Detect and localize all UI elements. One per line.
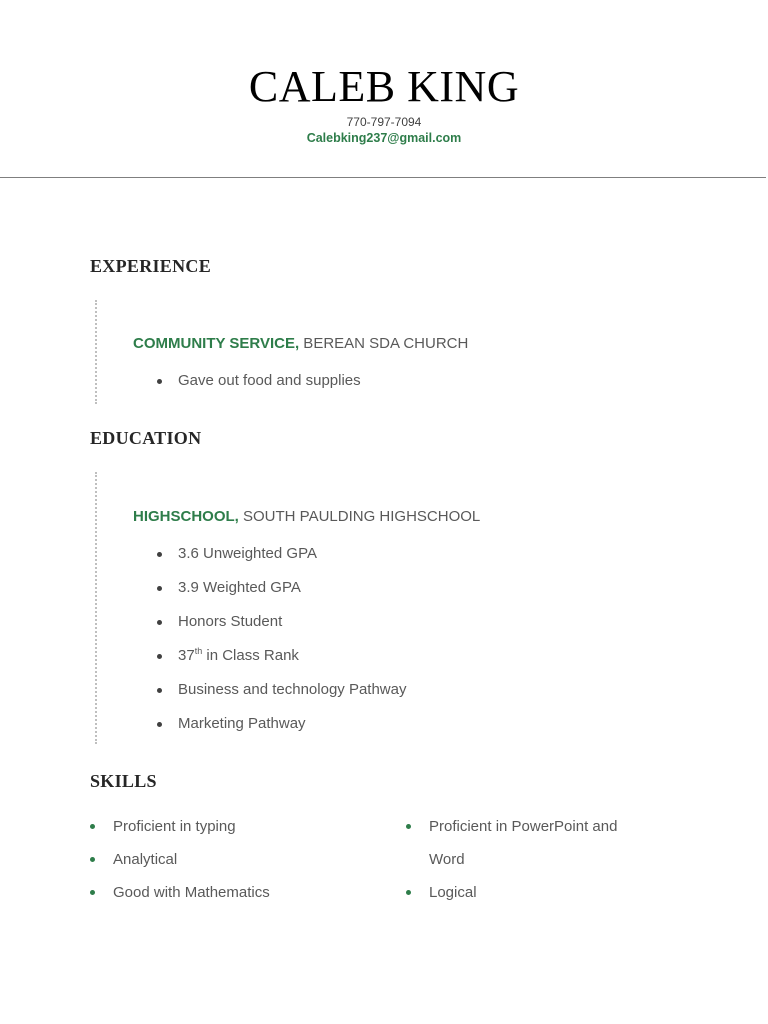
class-rank-number: 37 xyxy=(178,647,195,664)
experience-organization: BEREAN SDA CHURCH xyxy=(299,335,469,352)
education-bullet: Business and technology Pathway xyxy=(155,680,406,714)
education-bullet: Marketing Pathway xyxy=(155,714,406,748)
header-divider xyxy=(0,177,766,178)
experience-timeline-line xyxy=(95,300,97,404)
education-timeline-line xyxy=(95,472,97,744)
class-rank-text: in Class Rank xyxy=(202,647,299,664)
education-bullet-class-rank xyxy=(155,646,406,680)
experience-role: COMMUNITY SERVICE, xyxy=(133,335,300,352)
experience-bullet: Gave out food and supplies xyxy=(155,371,361,405)
skill-item: Proficient in typing xyxy=(90,810,380,843)
candidate-name: CALEB KING xyxy=(248,62,520,111)
education-bullet: Honors Student xyxy=(155,612,406,646)
phone-number: 770-797-7094 xyxy=(346,115,422,129)
experience-bullet-list xyxy=(155,371,361,405)
skill-item: Logical xyxy=(406,876,656,909)
skills-right-column xyxy=(406,810,656,909)
email-address[interactable]: Calebking237@gmail.com xyxy=(306,131,462,145)
education-organization: SOUTH PAULDING HIGHSCHOOL xyxy=(238,508,481,525)
experience-heading: EXPERIENCE xyxy=(90,256,212,276)
education-bullet: 3.6 Unweighted GPA xyxy=(155,544,406,578)
resume-header xyxy=(0,0,768,178)
education-bullet: 3.9 Weighted GPA xyxy=(155,578,406,612)
skill-item: Good with Mathematics xyxy=(90,876,380,909)
skills-left-column xyxy=(90,810,380,909)
class-rank-suffix: th xyxy=(194,646,203,656)
education-entry-title xyxy=(133,507,480,527)
skill-item: Proficient in PowerPoint and Word xyxy=(406,810,656,876)
education-bullet-list xyxy=(155,544,406,748)
skill-item: Analytical xyxy=(90,843,380,876)
skills-heading: SKILLS xyxy=(90,771,157,791)
education-role: HIGHSCHOOL, xyxy=(133,508,239,525)
education-heading: EDUCATION xyxy=(90,428,202,448)
experience-entry-title xyxy=(133,334,468,354)
